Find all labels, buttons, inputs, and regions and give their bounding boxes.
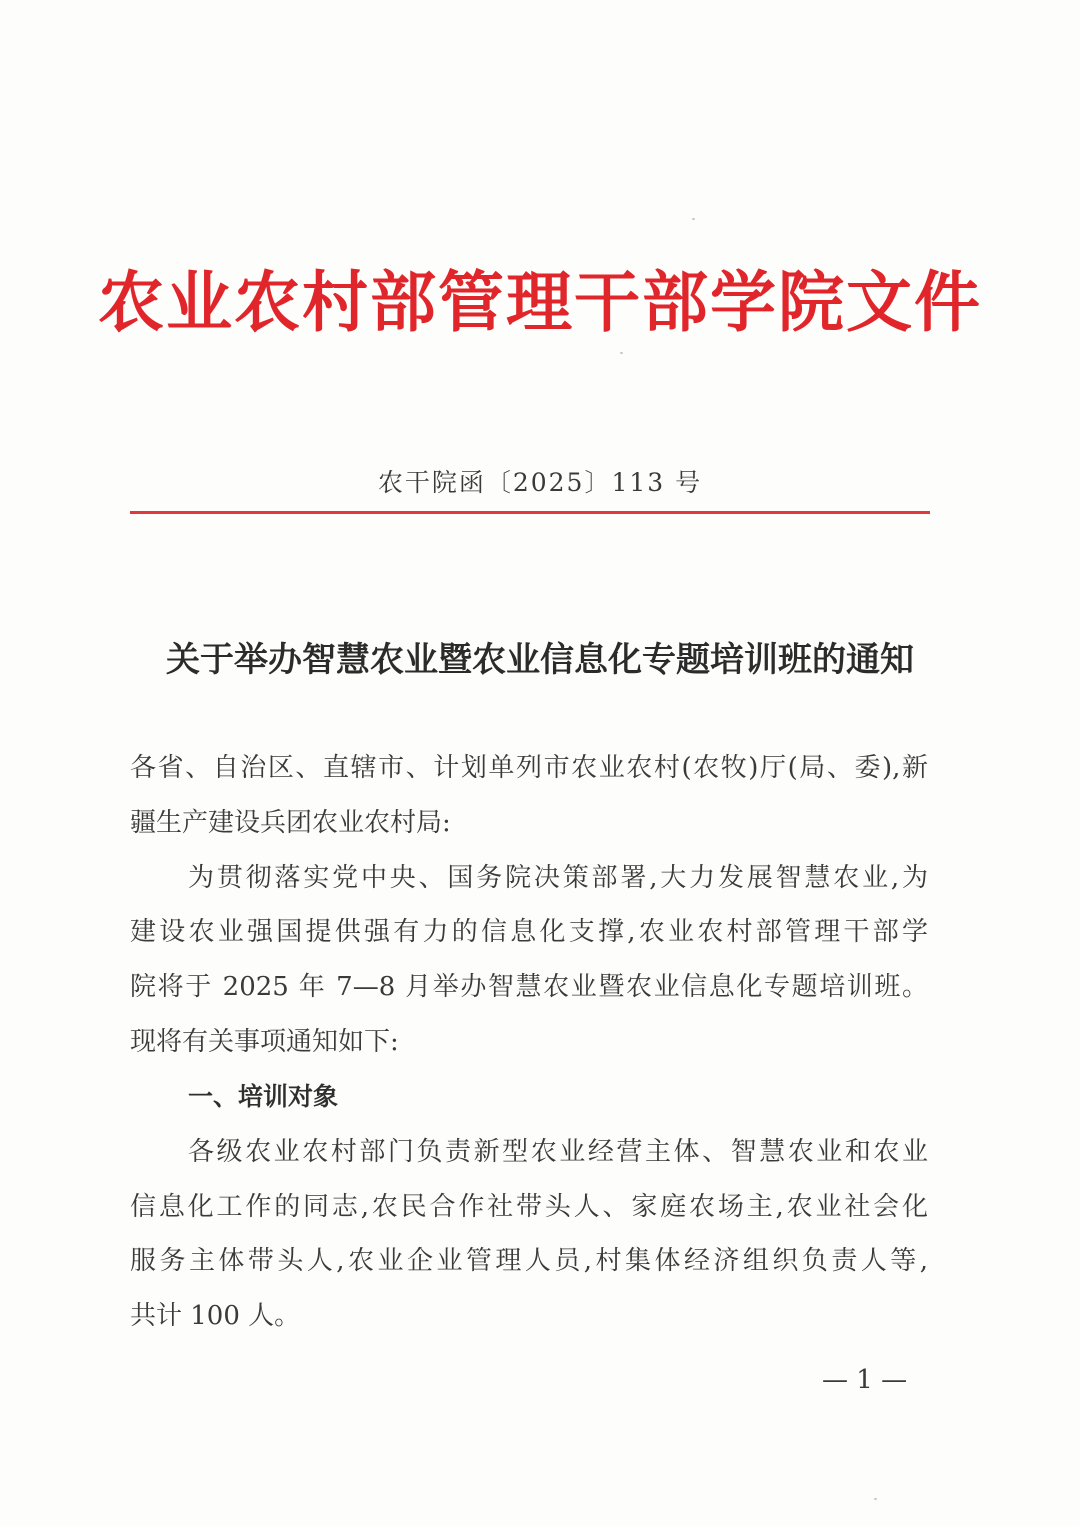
body-paragraph-1-line-4: 现将有关事项通知如下:: [130, 1027, 399, 1057]
document-number: 农干院函〔2025〕113 号: [377, 468, 703, 497]
scan-speck: [692, 218, 695, 220]
scan-speck: [874, 1498, 877, 1500]
page-number: — 1 —: [822, 1365, 908, 1395]
body-paragraph-2-line-1: 各级农业农村部门负责新型农业经营主体、智慧农业和农业: [188, 1137, 928, 1167]
addressee-line-1: 各省、自治区、直辖市、计划单列市农业农村(农牧)厅(局、委),新: [130, 753, 928, 783]
issuer-header-title: 农业农村部管理干部学院文件: [98, 263, 982, 341]
body-paragraph-1-line-3: 院将于 2025 年 7—8 月举办智慧农业暨农业信息化专题培训班。: [130, 972, 928, 1002]
body-paragraph-1-line-2: 建设农业强国提供强有力的信息化支撑,农业农村部管理干部学: [130, 917, 928, 947]
body-paragraph-2-line-3: 服务主体带头人,农业企业管理人员,村集体经济组织负责人等,: [130, 1246, 928, 1276]
body-paragraph-2-line-2: 信息化工作的同志,农民合作社带头人、家庭农场主,农业社会化: [130, 1192, 928, 1222]
body-paragraph-1-line-1: 为贯彻落实党中央、国务院决策部署,大力发展智慧农业,为: [188, 863, 928, 893]
body-paragraph-2-line-4: 共计 100 人。: [130, 1301, 301, 1331]
section-heading-training-targets: 一、培训对象: [188, 1082, 339, 1111]
red-divider-rule: [130, 511, 930, 514]
scan-speck: [620, 352, 623, 354]
notice-title: 关于举办智慧农业暨农业信息化专题培训班的通知: [166, 640, 914, 680]
addressee-line-2: 疆生产建设兵团农业农村局:: [130, 808, 451, 838]
